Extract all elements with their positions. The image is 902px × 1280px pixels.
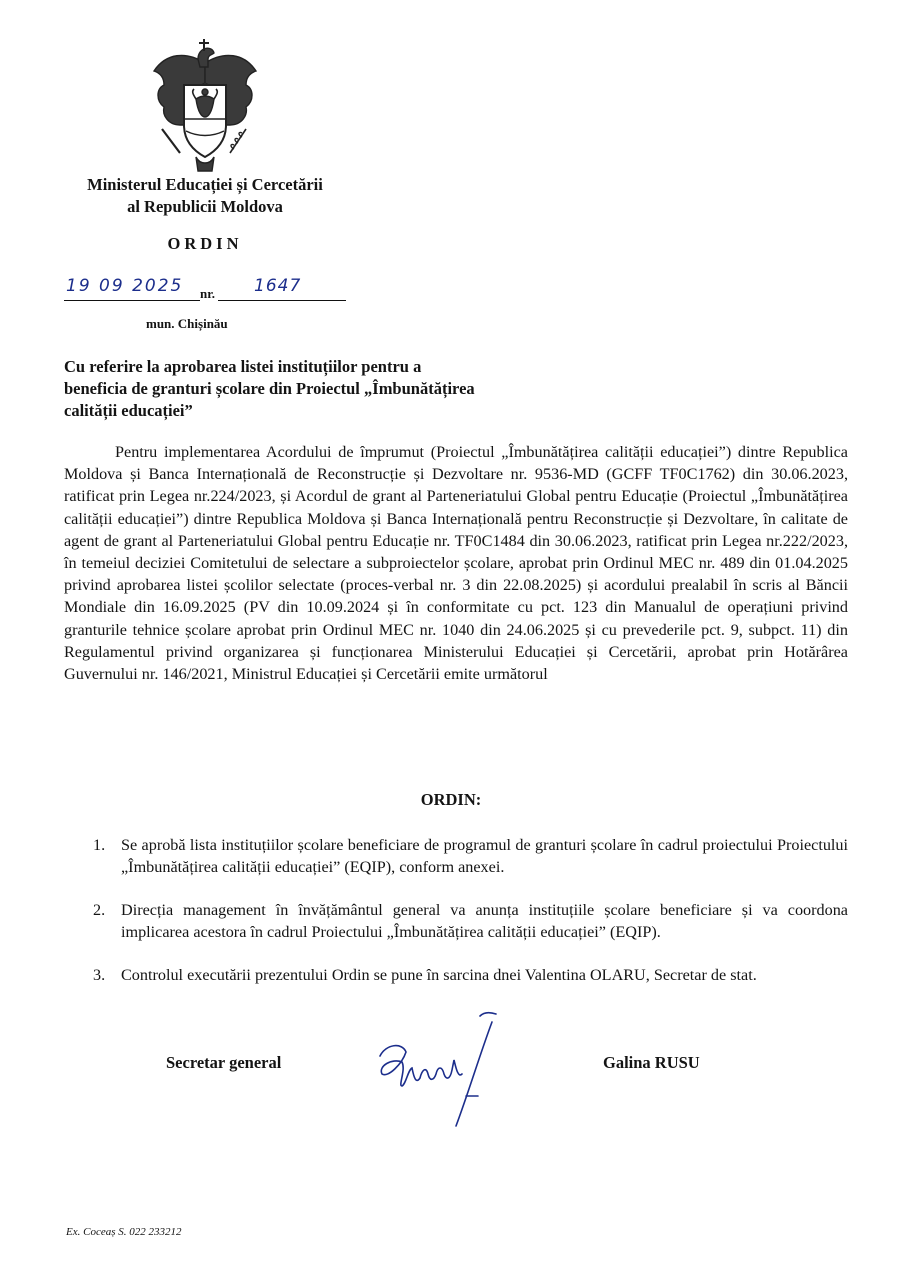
city-label: mun. Chișinău [146, 316, 228, 331]
item-number: 1. [93, 836, 106, 854]
document-type-heading: ORDIN [167, 234, 243, 253]
handwritten-order-number: 1647 [254, 276, 302, 296]
order-heading: ORDIN: [420, 790, 482, 809]
handwritten-signature-icon [372, 1004, 512, 1132]
list-item [64, 834, 848, 879]
coat-of-arms-icon [146, 33, 264, 175]
preamble-paragraph: Pentru implementarea Acordului de împrumut (Proiectul „Îmbunătățirea calității educației”) dintre Republica Moldova și Banca Internațională de Reconstrucție și Dezvoltare nr. 9536-MD (GCFF TF0C1762) din 30.06.2023, ratificat prin Legea nr.224/2023, și Acordul de grant al Parteneriatului Global pentru Educație (Proiectul „Îmbunătățirea calității educației”) dintre Republica Moldova și Banca Internațională pentru Reconstrucție și Dezvoltare, în calitate de agent de grant al Parteneriatului Global pentru Educație nr. TF0C1484 din 30.06.2023, ratificat prin Legea nr.222/2023, în temeiul deciziei Comitetului de selectare a subproiectelor școlare, aprobat prin Ordinul MEC nr. 489 din 01.04.2025 privind aprobarea listei școlilor selectate (proces-verbal nr. 3 din 22.08.2025) și acordului prealabil în scris al Băncii Mondiale din 16.09.2025 (PV din 10.09.2024 și în conformitate cu pct. 123 din Manualul de operațiuni privind granturile tehnice școlare aprobat prin Ordinul MEC nr. 1040 din 24.06.2025 și cu prevederile pct. 9, subpct. 11) din Regulamentul privind organizarea și funcționarea Ministerului Educației și Cercetării, aprobat prin Hotărârea Guvernului nr. 146/2021, Ministrul Educației și Cercetării emite următorul [64, 443, 848, 684]
item-number: 2. [93, 900, 106, 919]
item-number: 3. [93, 965, 106, 984]
signer-title: Secretar general [166, 1053, 282, 1072]
list-item [64, 899, 848, 944]
handwritten-date: 19 09 2025 [66, 276, 184, 296]
item-text: Se aprobă lista instituțiilor școlare beneficiare de programul de granturi școlare în cadrul proiectului Proiectului „Îmbunătățirea calității educației” (EQIP), conform anexei. [121, 836, 848, 877]
signer-name: Galina RUSU [603, 1053, 700, 1072]
order-items-list [64, 834, 848, 1006]
order-number-label: nr. [200, 286, 216, 301]
ministry-name-line1: Ministerul Educației și Cercetării [87, 175, 323, 194]
item-text: Controlul executării prezentului Ordin se pune în sarcina dnei Valentina OLARU, Secretar de stat. [121, 965, 757, 984]
ministry-name-line2: al Republicii Moldova [127, 197, 283, 216]
list-item [64, 964, 848, 986]
executor-footer: Ex. Coceaș S. 022 233212 [66, 1226, 182, 1238]
item-text: Direcția management în învățământul general va anunța instituțiile școlare beneficiare și va coordona implicarea acestora în cadrul Proiectului „Îmbunătățirea calității educației” (EQIP). [121, 900, 848, 942]
order-subject: Cu referire la aprobarea listei instituțiilor pentru a beneficia de granturi școlare din Proiectul „Îmbunătățirea calității educației” [64, 357, 475, 420]
